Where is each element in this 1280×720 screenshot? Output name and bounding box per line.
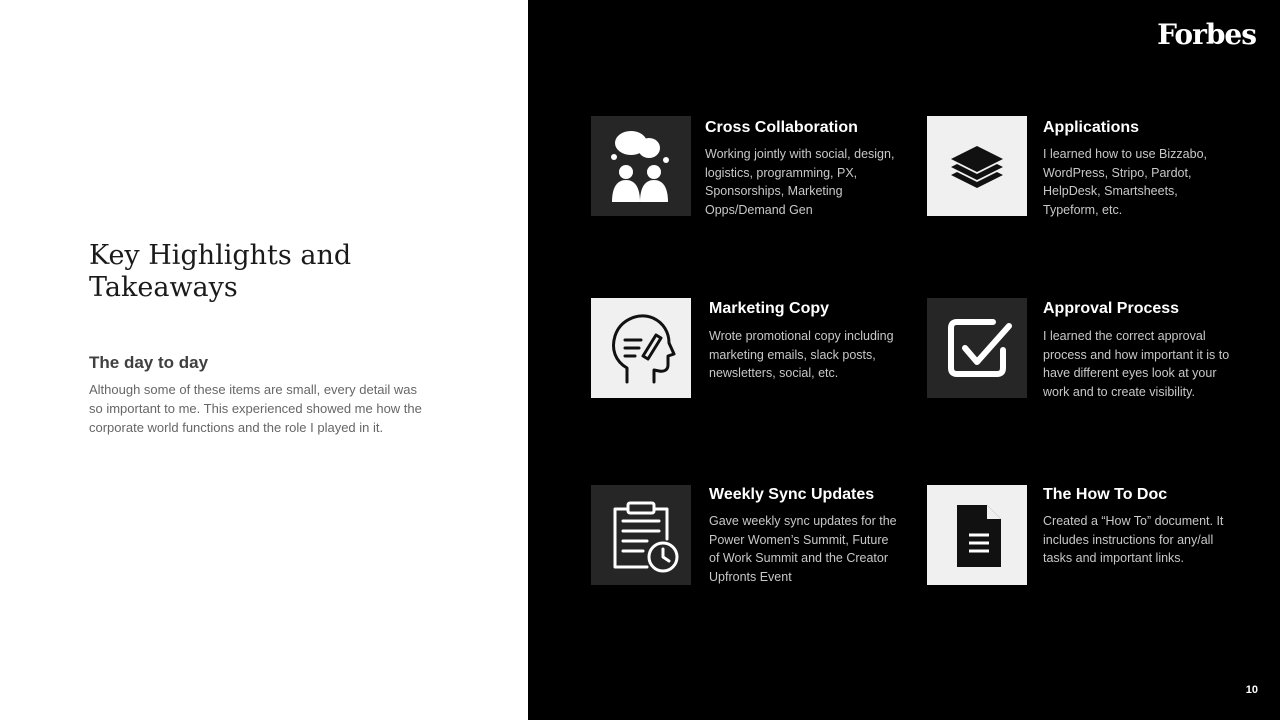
right-panel (528, 0, 1280, 720)
section-subheading: The day to day (89, 353, 209, 372)
clipboard-clock-icon (591, 485, 691, 585)
card-body: Created a “How To” document. It includes instructions for any/all tasks and important links. (1043, 514, 1224, 565)
document-icon (927, 485, 1027, 585)
card-body: Wrote promotional copy including marketing emails, slack posts, newsletters, social, etc. (709, 329, 894, 380)
card-body: I learned the correct approval process and how important it is to have different eyes look at your work and to create visibility. (1043, 329, 1230, 399)
card-body: Gave weekly sync updates for the Power Women’s Summit, Future of Work Summit and the Creator Upfronts Event (709, 514, 897, 584)
left-panel (0, 0, 528, 720)
card-title: Cross Collaboration (705, 119, 858, 136)
card-title: Approval Process (1043, 300, 1180, 317)
forbes-logo: Forbes (1157, 18, 1256, 51)
checkbox-icon (927, 298, 1027, 398)
card-title: The How To Doc (1043, 486, 1168, 503)
slide-title: Key Highlights and Takeaways (89, 240, 352, 303)
people-chat-icon (591, 116, 691, 216)
card-body: I learned how to use Bizzabo, WordPress, Stripo, Pardot, HelpDesk, Smartsheets, Typeform, etc. (1043, 147, 1207, 217)
card-title: Weekly Sync Updates (709, 486, 875, 503)
layers-icon (927, 116, 1027, 216)
head-pencil-icon (591, 298, 691, 398)
card-body: Working jointly with social, design, logistics, programming, PX, Sponsorships, Marketing Opps/Demand Gen (705, 147, 895, 217)
card-title: Applications (1043, 119, 1140, 136)
card-title: Marketing Copy (709, 300, 830, 317)
section-body-text: Although some of these items are small, every detail was so important to me. This experienced showed me how the corporate world functions and the role I played in it. (89, 382, 422, 435)
page-number: 10 (1245, 684, 1258, 696)
